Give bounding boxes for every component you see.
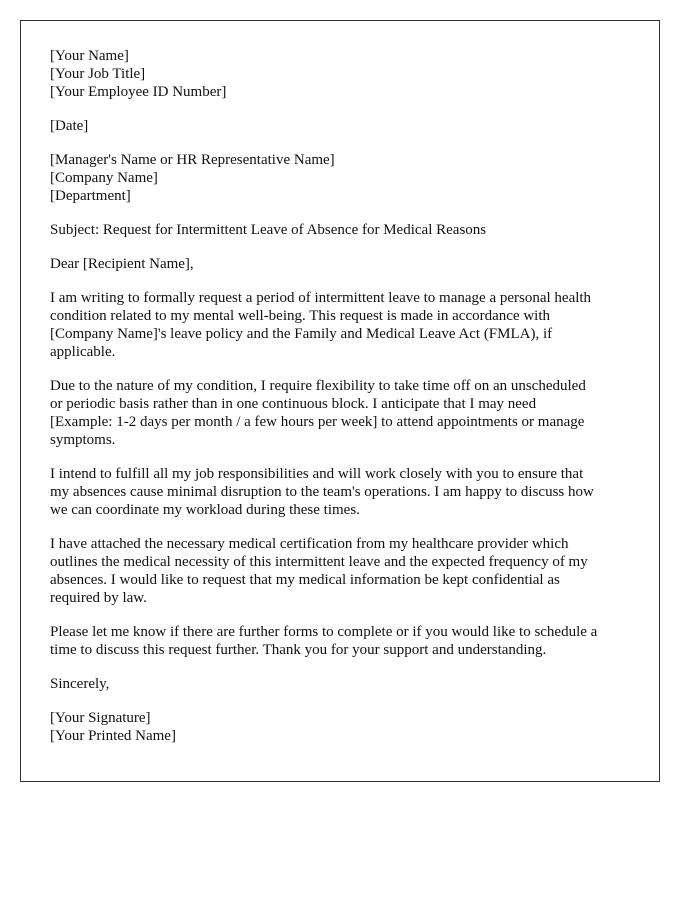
- paragraph-line: my absences cause minimal disruption to the team's operations. I am happy to discuss how: [50, 484, 594, 500]
- sender-job-title: [Your Job Title]: [50, 66, 146, 82]
- sender-name: [Your Name]: [50, 48, 129, 64]
- subject-line: [50, 221, 639, 239]
- paragraph-line: Please let me know if there are further forms to complete or if you would like to schedule a: [50, 624, 598, 640]
- paragraph-line: time to discuss this request further. Thank you for your support and understanding.: [50, 642, 547, 658]
- signature-line: [Your Signature]: [50, 710, 151, 726]
- salutation: [50, 255, 639, 273]
- recipient-name: [Manager's Name or HR Representative Name]: [50, 152, 335, 168]
- signature-block: [50, 709, 639, 745]
- letter-date: [Date]: [50, 118, 89, 134]
- sender-block: [50, 47, 639, 101]
- printed-name: [Your Printed Name]: [50, 728, 176, 744]
- paragraph-line: or periodic basis rather than in one continuous block. I anticipate that I may need: [50, 396, 537, 412]
- recipient-block: [50, 151, 639, 205]
- paragraph-line: we can coordinate my workload during these times.: [50, 502, 360, 518]
- body-paragraph-1: [50, 289, 639, 361]
- paragraph-line: I intend to fulfill all my job responsibilities and will work closely with you to ensure that: [50, 466, 584, 482]
- date-block: [50, 117, 639, 135]
- paragraph-line: Due to the nature of my condition, I require flexibility to take time off on an unscheduled: [50, 378, 586, 394]
- recipient-company: [Company Name]: [50, 170, 158, 186]
- body-paragraph-5: [50, 623, 639, 659]
- paragraph-line: condition related to my mental well-being. This request is made in accordance with: [50, 308, 550, 324]
- paragraph-line: symptoms.: [50, 432, 116, 448]
- body-paragraph-2: [50, 377, 639, 449]
- body-paragraph-4: [50, 535, 639, 607]
- paragraph-line: I have attached the necessary medical certification from my healthcare provider which: [50, 536, 569, 552]
- sender-employee-id: [Your Employee ID Number]: [50, 84, 227, 100]
- subject-text: Subject: Request for Intermittent Leave of Absence for Medical Reasons: [50, 222, 487, 238]
- recipient-department: [Department]: [50, 188, 131, 204]
- body-paragraph-3: [50, 465, 639, 519]
- letter-document: [20, 20, 660, 782]
- salutation-text: Dear [Recipient Name],: [50, 256, 194, 272]
- paragraph-line: absences. I would like to request that my medical information be kept confidential as: [50, 572, 560, 588]
- closing: [50, 675, 639, 693]
- closing-text: Sincerely,: [50, 676, 110, 692]
- paragraph-line: applicable.: [50, 344, 116, 360]
- paragraph-line: outlines the medical necessity of this intermittent leave and the expected frequency of my: [50, 554, 588, 570]
- paragraph-line: [Example: 1-2 days per month / a few hours per week] to attend appointments or manage: [50, 414, 585, 430]
- paragraph-line: required by law.: [50, 590, 147, 606]
- paragraph-line: [Company Name]'s leave policy and the Family and Medical Leave Act (FMLA), if: [50, 326, 553, 342]
- paragraph-line: I am writing to formally request a period of intermittent leave to manage a personal health: [50, 290, 592, 306]
